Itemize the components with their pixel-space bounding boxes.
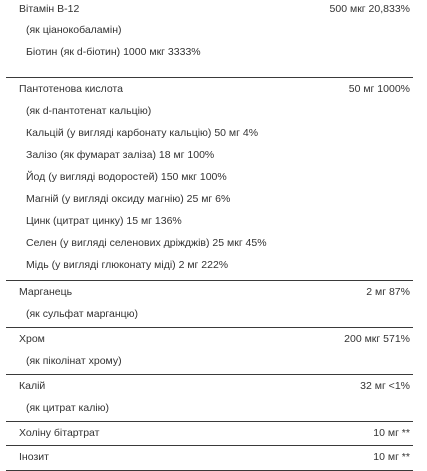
nutrient-detail-row xyxy=(6,166,413,188)
nutrient-detail-text: (як ціанокобаламін) xyxy=(26,24,122,36)
nutrient-detail-row xyxy=(6,232,413,254)
nutrient-row xyxy=(6,281,413,303)
nutrient-row xyxy=(6,78,413,100)
nutrient-detail-row xyxy=(6,19,413,41)
nutrient-detail-row xyxy=(6,350,413,372)
nutrient-name: Хром xyxy=(19,333,45,345)
nutrient-name: Холіну бітартрат xyxy=(19,427,100,439)
nutrient-name: Вітамін В-12 xyxy=(19,3,80,15)
nutrient-name: Інозит xyxy=(19,451,49,463)
nutrient-value: 500 мкг 20,833% xyxy=(329,3,410,15)
nutrient-detail-text: Селен (у вигляді селенових дріжджів) 25 мкг 45% xyxy=(26,237,267,249)
nutrient-row xyxy=(6,328,413,350)
nutrient-detail-text: (як d-пантотенат кальцію) xyxy=(26,105,152,117)
nutrient-section-inositol xyxy=(6,445,413,468)
nutrient-name: Пантотенова кислота xyxy=(19,83,123,95)
nutrient-row xyxy=(6,446,413,468)
nutrient-detail-row xyxy=(6,210,413,232)
nutrient-value: 50 мг 1000% xyxy=(348,83,410,95)
nutrient-detail-text: (як піколінат хрому) xyxy=(26,355,122,367)
nutrient-section-chromium xyxy=(6,327,413,372)
nutrient-section-pantothenic-acid xyxy=(6,77,413,276)
nutrient-row xyxy=(6,422,413,444)
nutrient-name: Марганець xyxy=(19,286,73,298)
nutrient-value: 2 мг 87% xyxy=(366,286,410,298)
nutrient-detail-row xyxy=(6,100,413,122)
nutrient-detail-text: Кальцій (у вигляді карбонату кальцію) 50 мг 4% xyxy=(26,127,259,139)
nutrient-detail-text: Біотин (як d-біотин) 1000 мкг 3333% xyxy=(26,46,201,58)
nutrient-name: Калій xyxy=(19,380,46,392)
nutrient-detail-row xyxy=(6,41,413,63)
nutrient-detail-row xyxy=(6,122,413,144)
nutrient-detail-text: Мідь (у вигляді глюконату міді) 2 мг 222% xyxy=(26,259,229,271)
nutrient-value: 32 мг <1% xyxy=(360,380,410,392)
nutrient-detail-row xyxy=(6,397,413,419)
nutrient-value: 10 мг ** xyxy=(373,451,410,463)
nutrient-value: 200 мкг 571% xyxy=(344,333,410,345)
nutrient-detail-row xyxy=(6,303,413,325)
nutrient-detail-row xyxy=(6,254,413,276)
nutrient-value: 10 мг ** xyxy=(373,427,410,439)
nutrient-detail-row xyxy=(6,188,413,210)
nutrient-detail-text: Цинк (цитрат цинку) 15 мг 136% xyxy=(26,215,182,227)
nutrient-detail-text: (як сульфат марганцю) xyxy=(26,308,139,320)
nutrient-section-choline-bitartrate xyxy=(6,421,413,444)
nutrient-section-potassium xyxy=(6,374,413,419)
nutrient-detail-text: (як цитрат калію) xyxy=(26,402,110,414)
nutrient-row xyxy=(6,375,413,397)
nutrient-detail-text: Залізо (як фумарат заліза) 18 мг 100% xyxy=(26,149,215,161)
nutrient-row xyxy=(6,0,413,19)
nutrient-section-vitamin-b12 xyxy=(6,0,413,63)
nutrient-section-manganese xyxy=(6,280,413,325)
nutrient-detail-text: Магній (у вигляді оксиду магнію) 25 мг 6% xyxy=(26,193,231,205)
nutrient-detail-row xyxy=(6,144,413,166)
nutrient-detail-text: Йод (у вигляді водоростей) 150 мкг 100% xyxy=(26,171,227,183)
